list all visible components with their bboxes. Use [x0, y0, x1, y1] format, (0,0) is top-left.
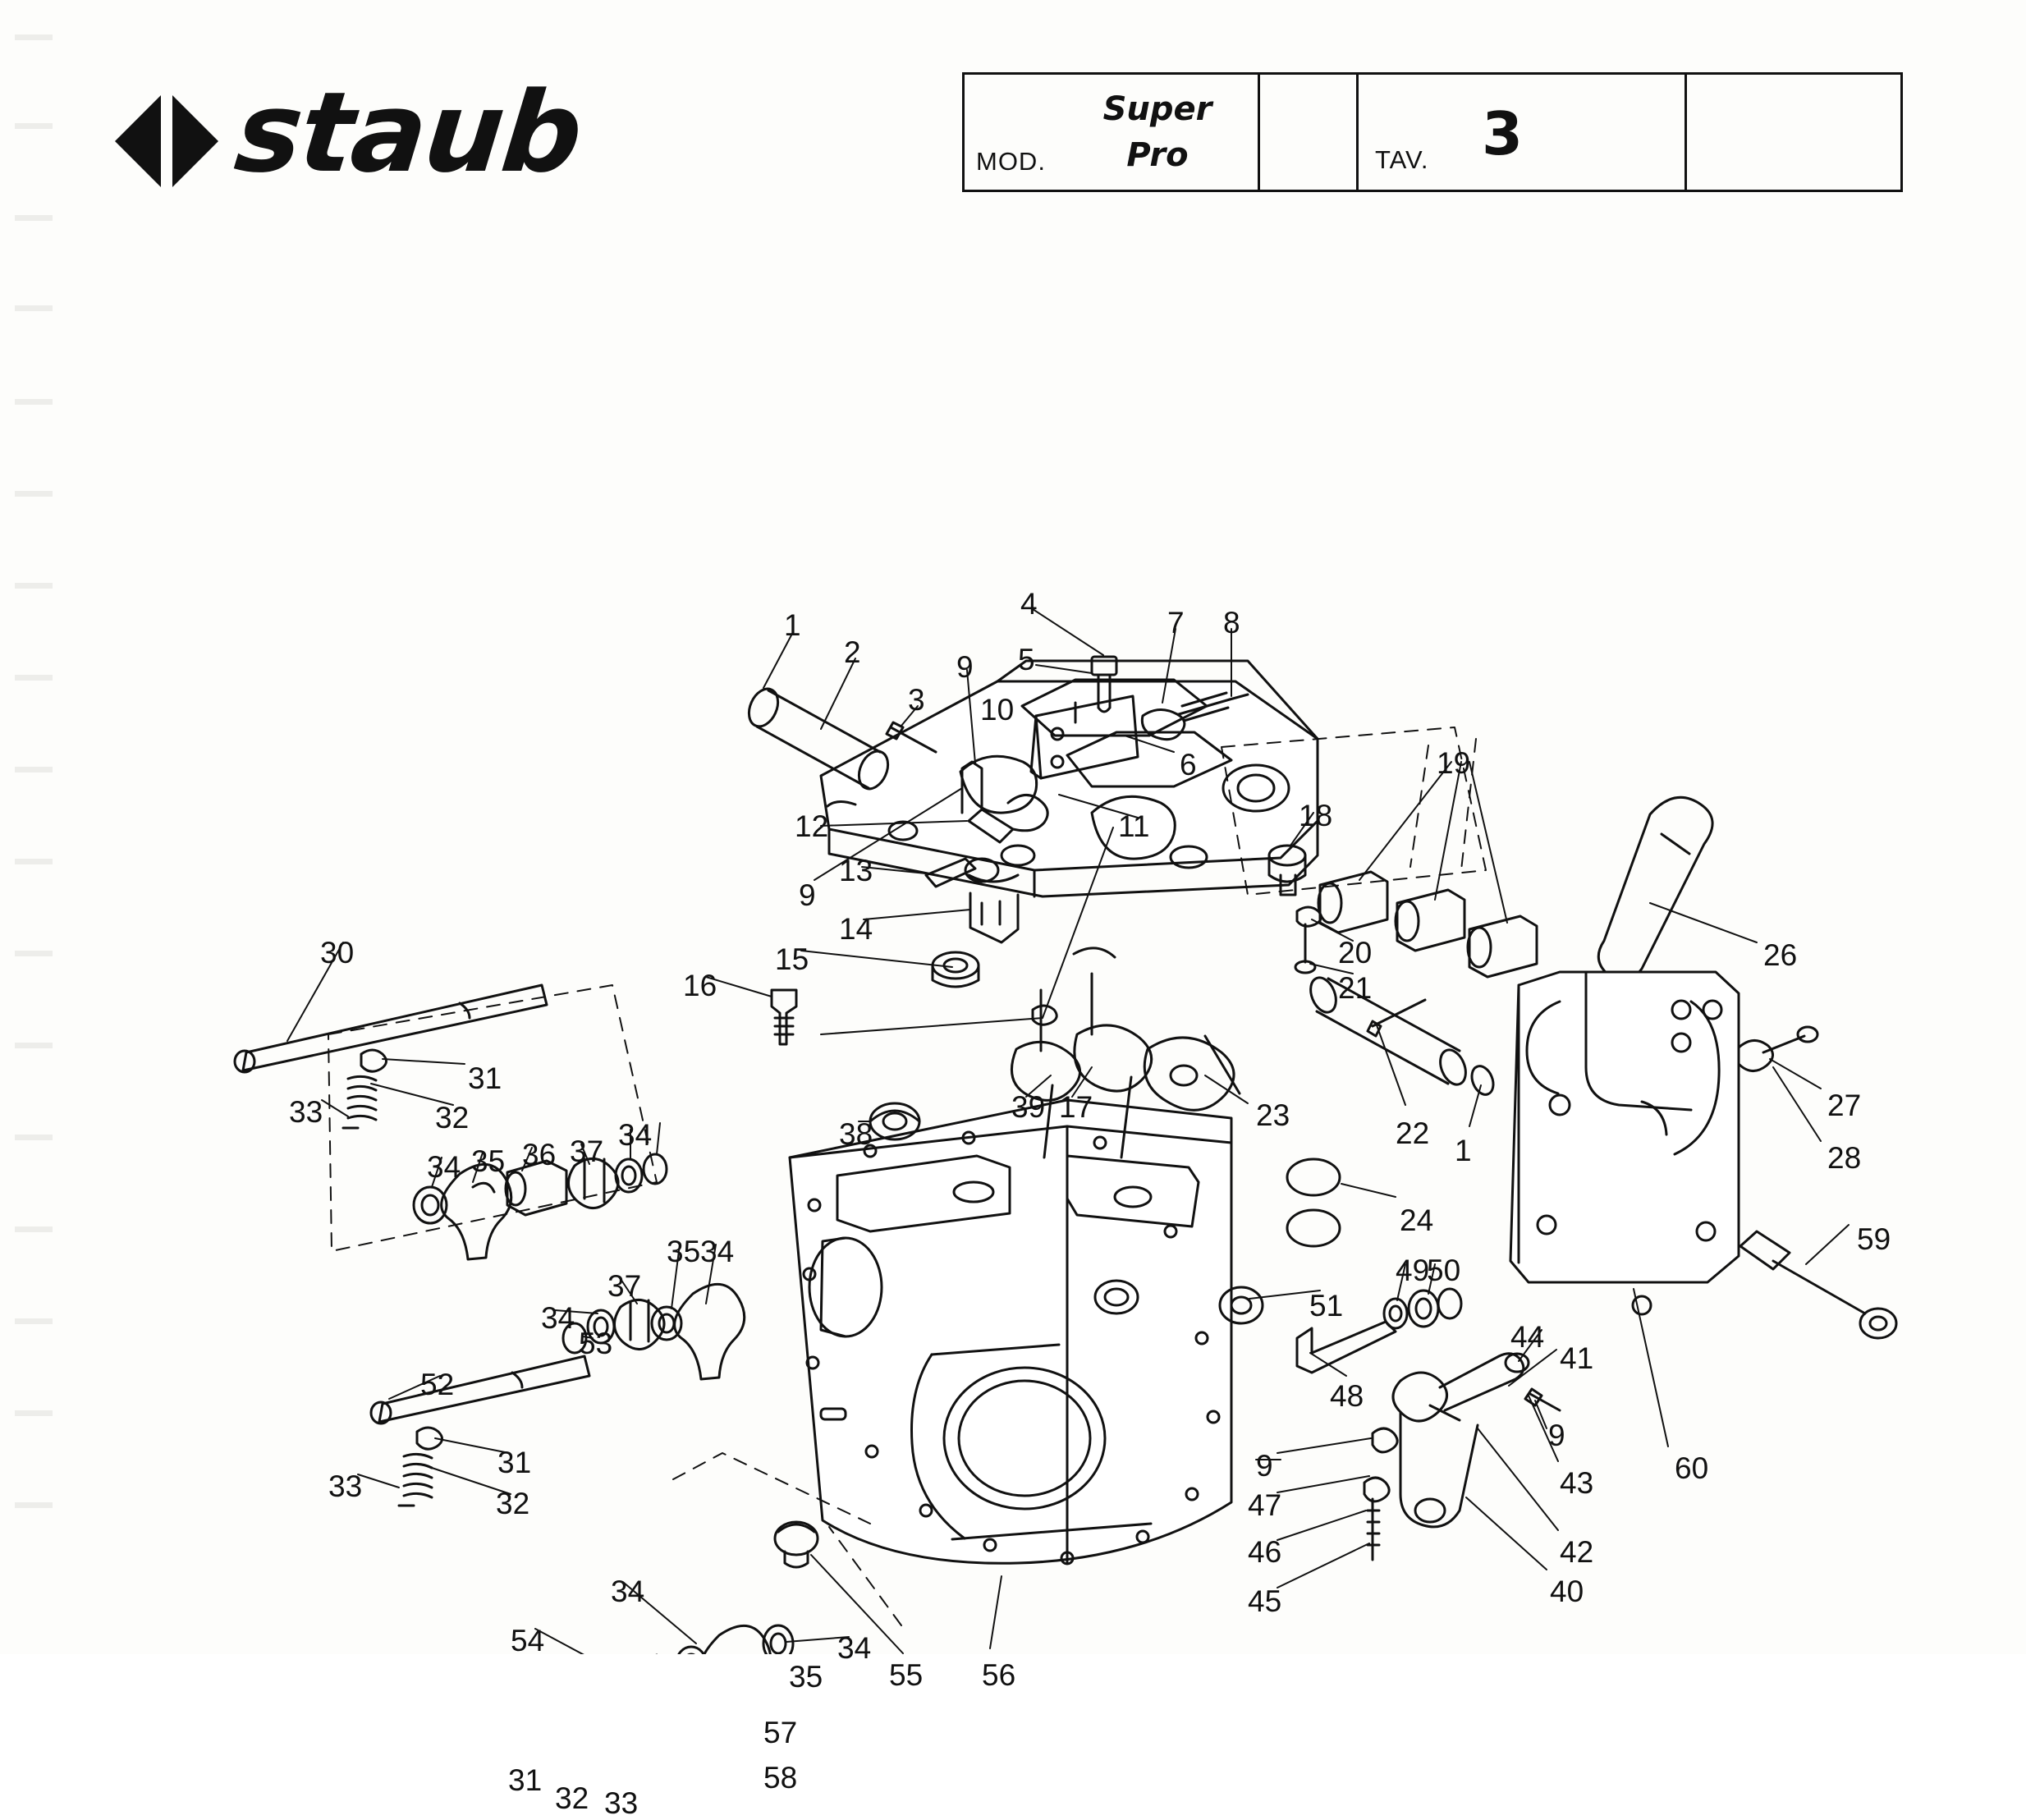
callout-42: 42 — [1560, 1535, 1594, 1569]
logo-triangle-right-icon — [172, 95, 218, 187]
callout-37: 37 — [570, 1135, 604, 1168]
model-name-line2: Pro — [1126, 136, 1189, 174]
callout-46: 46 — [1248, 1535, 1282, 1569]
callout-58: 58 — [763, 1761, 798, 1795]
callout-33: 33 — [289, 1095, 323, 1129]
callout-51: 51 — [1309, 1289, 1344, 1323]
callout-41: 41 — [1560, 1341, 1594, 1375]
callout-12: 12 — [795, 809, 829, 843]
callout-13: 13 — [839, 854, 873, 887]
title-block-blank-cell-2 — [1687, 75, 1900, 190]
callout-17: 17 — [1059, 1090, 1093, 1124]
callout-18: 18 — [1299, 799, 1333, 832]
callout-22: 22 — [1396, 1116, 1430, 1150]
part-55-plug — [775, 1522, 818, 1567]
callout-2: 2 — [844, 635, 861, 669]
callout-31: 31 — [497, 1446, 532, 1479]
callout-1: 1 — [1455, 1134, 1472, 1167]
part-49-50-washers — [1384, 1289, 1461, 1328]
callout-34: 34 — [611, 1575, 645, 1608]
part-48-bracket — [1297, 1322, 1396, 1373]
exploded-parts-diagram — [0, 246, 2026, 1820]
part-52-rod — [371, 1356, 589, 1423]
brand-wordmark: staub — [229, 68, 588, 197]
callout-34: 34 — [618, 1118, 653, 1152]
callout-32: 32 — [435, 1101, 470, 1135]
callout-44: 44 — [1510, 1320, 1545, 1354]
callout-55: 55 — [889, 1658, 924, 1692]
callout-34: 34 — [837, 1631, 872, 1665]
callout-35: 35 — [471, 1144, 506, 1178]
callout-23: 23 — [1256, 1098, 1290, 1132]
callout-45: 45 — [1248, 1584, 1282, 1618]
callout-5: 5 — [1018, 643, 1035, 676]
callout-1: 1 — [784, 608, 801, 642]
callout-43: 43 — [1560, 1466, 1594, 1500]
callout-27: 27 — [1827, 1089, 1862, 1122]
part-40-47-linkage — [1364, 1354, 1560, 1560]
callout-3: 3 — [908, 683, 925, 717]
callout-36: 36 — [522, 1138, 557, 1171]
callout-34: 34 — [541, 1301, 575, 1335]
part-22-shaft — [1306, 971, 1497, 1098]
callout-34: 34 — [700, 1235, 735, 1268]
callout-31: 31 — [468, 1061, 502, 1095]
callout-9: 9 — [1256, 1449, 1273, 1483]
part-31-32-33-spring-top — [343, 1050, 387, 1128]
callout-33: 33 — [604, 1786, 639, 1820]
callout-38: 38 — [839, 1117, 873, 1151]
tav-label: TAV. — [1375, 145, 1429, 174]
title-block-table — [962, 72, 1903, 192]
callout-4: 4 — [1020, 587, 1038, 621]
part-main-housing — [790, 1100, 1231, 1564]
part-15-16-screws — [772, 990, 1057, 1048]
part-31-32-33-spring-mid — [399, 1428, 442, 1506]
callout-16: 16 — [683, 969, 717, 1002]
callout-19: 19 — [1437, 746, 1471, 780]
part-23-lever — [1144, 1036, 1240, 1110]
diagram-vector — [0, 246, 2026, 1657]
callout-31: 31 — [508, 1763, 543, 1797]
callout-53: 53 — [579, 1327, 613, 1360]
callout-33: 33 — [328, 1469, 363, 1503]
callout-30: 30 — [320, 936, 355, 970]
callout-47: 47 — [1248, 1488, 1282, 1522]
model-name-line1: Super — [1102, 90, 1212, 128]
tav-number: 3 — [1482, 99, 1524, 168]
callout-7: 7 — [1167, 606, 1185, 640]
callout-60: 60 — [1675, 1451, 1709, 1485]
part-34-35-fork-group-bottom — [676, 1625, 793, 1654]
part-26-handle — [1598, 797, 1712, 980]
staub-logo — [113, 68, 819, 204]
callout-35: 35 — [667, 1235, 701, 1268]
callout-21: 21 — [1338, 971, 1373, 1005]
title-block-table-number-cell — [1359, 75, 1687, 190]
part-38-bearing — [870, 1103, 919, 1139]
callout-26: 26 — [1763, 938, 1798, 972]
callout-32: 32 — [555, 1781, 589, 1815]
callout-39: 39 — [1011, 1090, 1046, 1124]
callout-52: 52 — [420, 1368, 455, 1401]
model-label: MOD. — [976, 147, 1046, 176]
part-24-gaskets — [1287, 1159, 1340, 1246]
callout-6: 6 — [1180, 748, 1197, 782]
part-20-21-pin — [1295, 907, 1321, 973]
callout-14: 14 — [839, 912, 873, 946]
callout-15: 15 — [775, 942, 809, 976]
callout-37: 37 — [607, 1269, 642, 1303]
callout-49: 49 — [1396, 1254, 1430, 1287]
callout-59: 59 — [1857, 1222, 1891, 1256]
callout-24: 24 — [1400, 1203, 1434, 1237]
callout-9: 9 — [956, 650, 974, 684]
callout-11: 11 — [1118, 809, 1150, 843]
callout-8: 8 — [1223, 606, 1240, 640]
model-name — [1063, 86, 1252, 178]
callout-50: 50 — [1427, 1254, 1461, 1287]
callout-57: 57 — [763, 1716, 798, 1749]
callout-32: 32 — [496, 1487, 530, 1520]
callout-20: 20 — [1338, 936, 1373, 970]
callout-54: 54 — [511, 1624, 545, 1657]
callout-28: 28 — [1827, 1141, 1862, 1175]
part-60-plate — [1510, 972, 1739, 1314]
callout-9: 9 — [1548, 1419, 1565, 1452]
callout-56: 56 — [982, 1658, 1016, 1692]
sheet-header — [0, 0, 2026, 254]
callout-34: 34 — [427, 1150, 461, 1184]
callout-48: 48 — [1330, 1379, 1364, 1413]
logo-triangle-left-icon — [115, 95, 161, 187]
callout-35: 35 — [789, 1660, 823, 1694]
callout-10: 10 — [980, 693, 1015, 727]
callout-9: 9 — [799, 878, 816, 912]
callout-40: 40 — [1550, 1575, 1584, 1608]
title-block-model-cell — [965, 75, 1260, 190]
title-block-blank-cell-1 — [1260, 75, 1359, 190]
